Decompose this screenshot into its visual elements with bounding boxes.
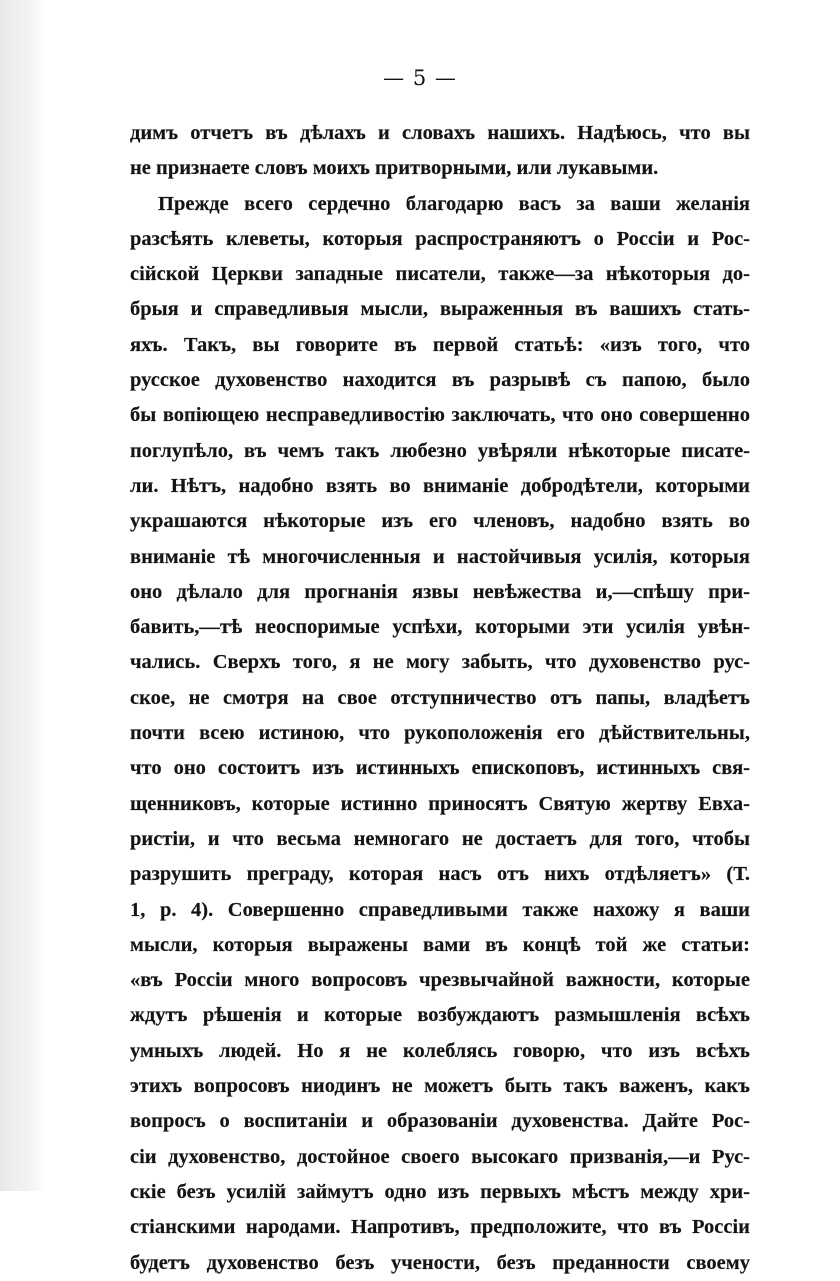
text-line: вниманіе тѣ многочисленныя и настойчивыя усилія, которыя bbox=[130, 545, 750, 568]
text-line: чались. Сверхъ того, я не могу забыть, что духовенство рус- bbox=[130, 651, 750, 674]
text-line: бы вопіющею несправедливостію заключать, что оно совершенно bbox=[130, 404, 750, 427]
text-line: 1, p. 4). Совершенно справедливыми также нахожу я ваши bbox=[130, 898, 750, 921]
text-line: оно дѣлало для прогнанія язвы невѣжества и,—спѣшу при- bbox=[130, 580, 750, 603]
text-line: ристіи, и что весьма немногаго не достаетъ для того, чтобы bbox=[130, 827, 750, 850]
text-line: щенниковъ, которые истинно приносятъ Святую жертву Евха- bbox=[130, 792, 750, 815]
text-line: вопросъ о воспитаніи и образованіи духовенства. Дайте Рос- bbox=[130, 1110, 750, 1133]
text-line: русское духовенство находится въ разрывѣ съ папою, было bbox=[130, 369, 750, 392]
text-line: украшаются нѣкоторые изъ его членовъ, надобно взять во bbox=[130, 510, 750, 533]
text-line: бавить,—тѣ неоспоримые успѣхи, которыми эти усилія увѣн- bbox=[130, 616, 750, 639]
text-line: ли. Нѣтъ, надобно взять во вниманіе добродѣтели, которыми bbox=[130, 474, 750, 497]
text-line: будетъ духовенство безъ учености, безъ преданности своему bbox=[130, 1251, 750, 1274]
text-line: что оно состоитъ изъ истинныхъ епископовъ, истинныхъ свя- bbox=[130, 757, 750, 780]
text-line: поглупѣло, въ чемъ такъ любезно увѣряли нѣкоторые писате- bbox=[130, 439, 750, 462]
scan-margin-shadow bbox=[0, 0, 46, 1191]
text-line: «въ Россіи много вопросовъ чрезвычайной важности, которые bbox=[130, 969, 750, 992]
text-line: не признаете словъ моихъ притворными, или лукавыми. bbox=[130, 157, 659, 180]
text-line: этихъ вопросовъ ниодинъ не можетъ быть такъ важенъ, какъ bbox=[130, 1075, 750, 1098]
text-line: разсѣять клеветы, которыя распространяютъ о Россіи и Рос- bbox=[130, 227, 750, 250]
text-line: димъ отчетъ въ дѣлахъ и словахъ нашихъ. Надѣюсь, что вы bbox=[130, 122, 750, 144]
text-line: ское, не смотря на свое отступничество отъ папы, владѣетъ bbox=[130, 686, 750, 709]
text-line: разрушить преграду, которая насъ отъ нихъ отдѣляетъ» (Т. bbox=[130, 863, 750, 886]
text-line: Прежде всего сердечно благодарю васъ за ваши желанія bbox=[158, 192, 750, 215]
text-line: мысли, которыя выражены вами въ концѣ той же статьи: bbox=[130, 933, 750, 956]
text-line: сіи духовенство, достойное своего высокаго призванія,—и Рус- bbox=[130, 1145, 750, 1168]
text-line: почти всею истиною, что рукоположенія его дѣйствительны, bbox=[130, 722, 750, 745]
text-line: ждутъ рѣшенія и которые возбуждаютъ размышленія всѣхъ bbox=[130, 1004, 750, 1027]
page-number: — 5 — bbox=[383, 66, 457, 90]
text-line: яхъ. Такъ, вы говорите въ первой статьѣ: «изъ того, что bbox=[130, 333, 750, 356]
text-line: брыя и справедливыя мысли, выраженныя въ вашихъ стать- bbox=[130, 298, 750, 321]
text-line: скіе безъ усилій займутъ одно изъ первыхъ мѣстъ между хри- bbox=[130, 1180, 750, 1203]
body-text bbox=[130, 116, 750, 1281]
text-line: умныхъ людей. Но я не колеблясь говорю, что изъ всѣхъ bbox=[130, 1039, 750, 1062]
text-line: стіанскими народами. Напротивъ, предположите, что въ Россіи bbox=[130, 1216, 750, 1239]
text-line: сійской Церкви западные писатели, также—за нѣкоторыя до- bbox=[130, 263, 750, 286]
